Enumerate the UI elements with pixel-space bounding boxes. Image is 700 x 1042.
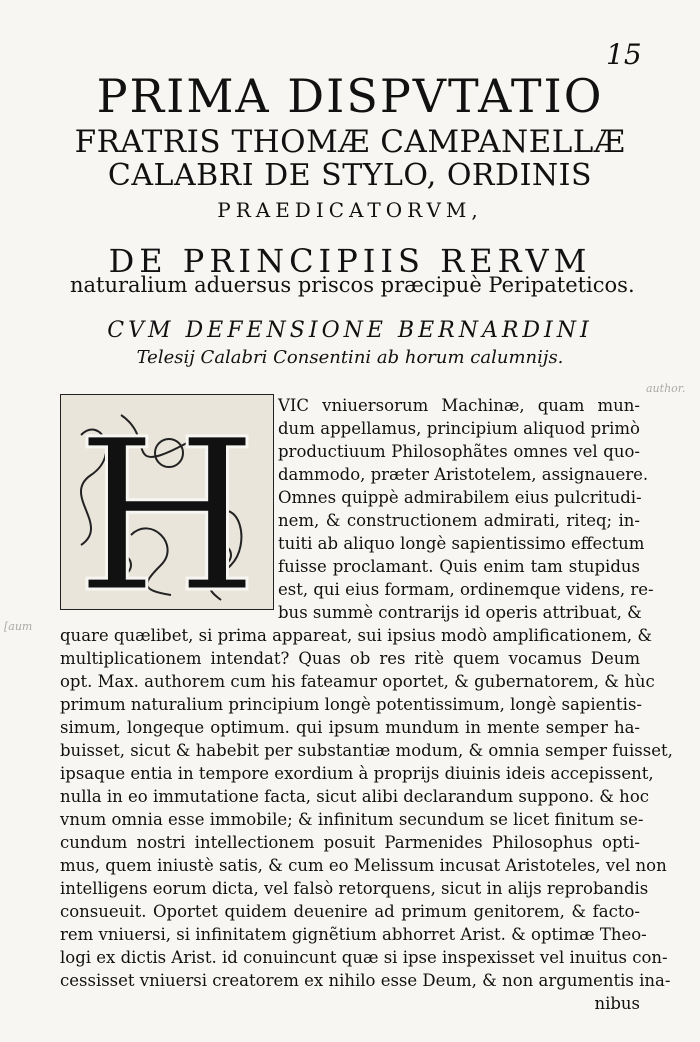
body-text (60, 394, 673, 1015)
heading-de-principiis: DE PRINCIPIIS RERVM (108, 242, 592, 280)
body-line: nem, & constructionem admirati, riteq; in- (278, 511, 640, 530)
body-line: tuiti ab aliquo longè sapientissimo effectum (278, 534, 645, 553)
title-line-4: PRAEDICATORVM, (217, 198, 483, 222)
title-line-1: PRIMA DISPVTATIO (96, 69, 604, 123)
body-line: primum naturalium principium longè potentissimum, longè sapientis- (60, 695, 642, 714)
body-line: opt. Max. authorem cum his fateamur oportet, & gubernatorem, & hùc (60, 672, 655, 691)
body-line-catchword: nibus (594, 994, 640, 1013)
title-line-2: FRATRIS THOMÆ CAMPANELLÆ (74, 124, 626, 160)
body-line: vnum omnia esse immobile; & infinitum secundum se licet finitum se- (60, 810, 644, 829)
body-line: Omnes quippè admirabilem eius pulcritudi- (278, 488, 642, 507)
title-line-3: CALABRI DE STYLO, ORDINIS (107, 158, 593, 193)
body-line: buisset, sicut & habebit per substantiæ modum, & omnia semper fuisset, (60, 741, 673, 760)
page-number: 15 (606, 38, 642, 71)
body-line: dum appellamus, principium aliquod primò (278, 419, 640, 438)
body-line: nulla in eo immutatione facta, sicut alibi declarandum suppono. & hoc (60, 787, 649, 806)
svg-text:H: H (75, 395, 259, 609)
subheading-naturalium: naturalium aduersus priscos præcipuè Peripateticos. (70, 273, 635, 297)
margin-note-left: [aum (4, 620, 33, 633)
body-line: consueuit. Oportet quidem deuenire ad primum genitorem, & facto- (60, 902, 640, 921)
body-line: VIC vniuersorum Machinæ, quam mun- (278, 396, 640, 415)
body-line: bus summè contrarijs id operis attribuat, & (278, 603, 642, 622)
body-line: quare quælibet, si prima appareat, sui ipsius modò amplificationem, & (60, 626, 653, 645)
body-line: logi ex dictis Arist. id conuincunt quæ si ipse inspexisset vel inuitus con- (60, 948, 668, 967)
body-line: dammodo, præter Aristotelem, assignauere. (278, 465, 649, 484)
body-line: rem vniuersi, si infinitatem gignẽtium abhorret Arist. & optimæ Theo- (60, 925, 647, 944)
body-line: multiplicationem intendat? Quas ob res ritè quem vocamus Deum (60, 649, 640, 668)
body-line: mus, quem iniustè satis, & cum eo Melissum incusat Aristoteles, vel non (60, 856, 667, 875)
margin-note-right: author. (646, 382, 686, 395)
body-line: cundum nostri intellectionem posuit Parmenides Philosophus opti- (60, 833, 640, 852)
body-line: productiuum Philosophãtes omnes vel quo- (278, 442, 640, 461)
body-line: simum, longeque optimum. qui ipsum mundum in mente semper ha- (60, 718, 640, 737)
subheading-telesij: Telesij Calabri Consentini ab horum calumnijs. (136, 347, 564, 368)
body-line: est, qui eius formam, ordinemque videns, re- (278, 580, 654, 599)
body-line: cessisset vniuersi creatorem ex nihilo esse Deum, & non argumentis ina- (60, 971, 671, 990)
body-line: ipsaque entia in tempore exordium à proprijs diuinis ideis accepissent, (60, 764, 654, 783)
body-line: fuisse proclamant. Quis enim tam stupidus (278, 557, 640, 576)
heading-cum-defensione: CVM DEFENSIONE BERNARDINI (107, 318, 593, 343)
body-line: intelligens eorum dicta, vel falsò retorquens, sicut in alijs reprobandis (60, 879, 649, 898)
